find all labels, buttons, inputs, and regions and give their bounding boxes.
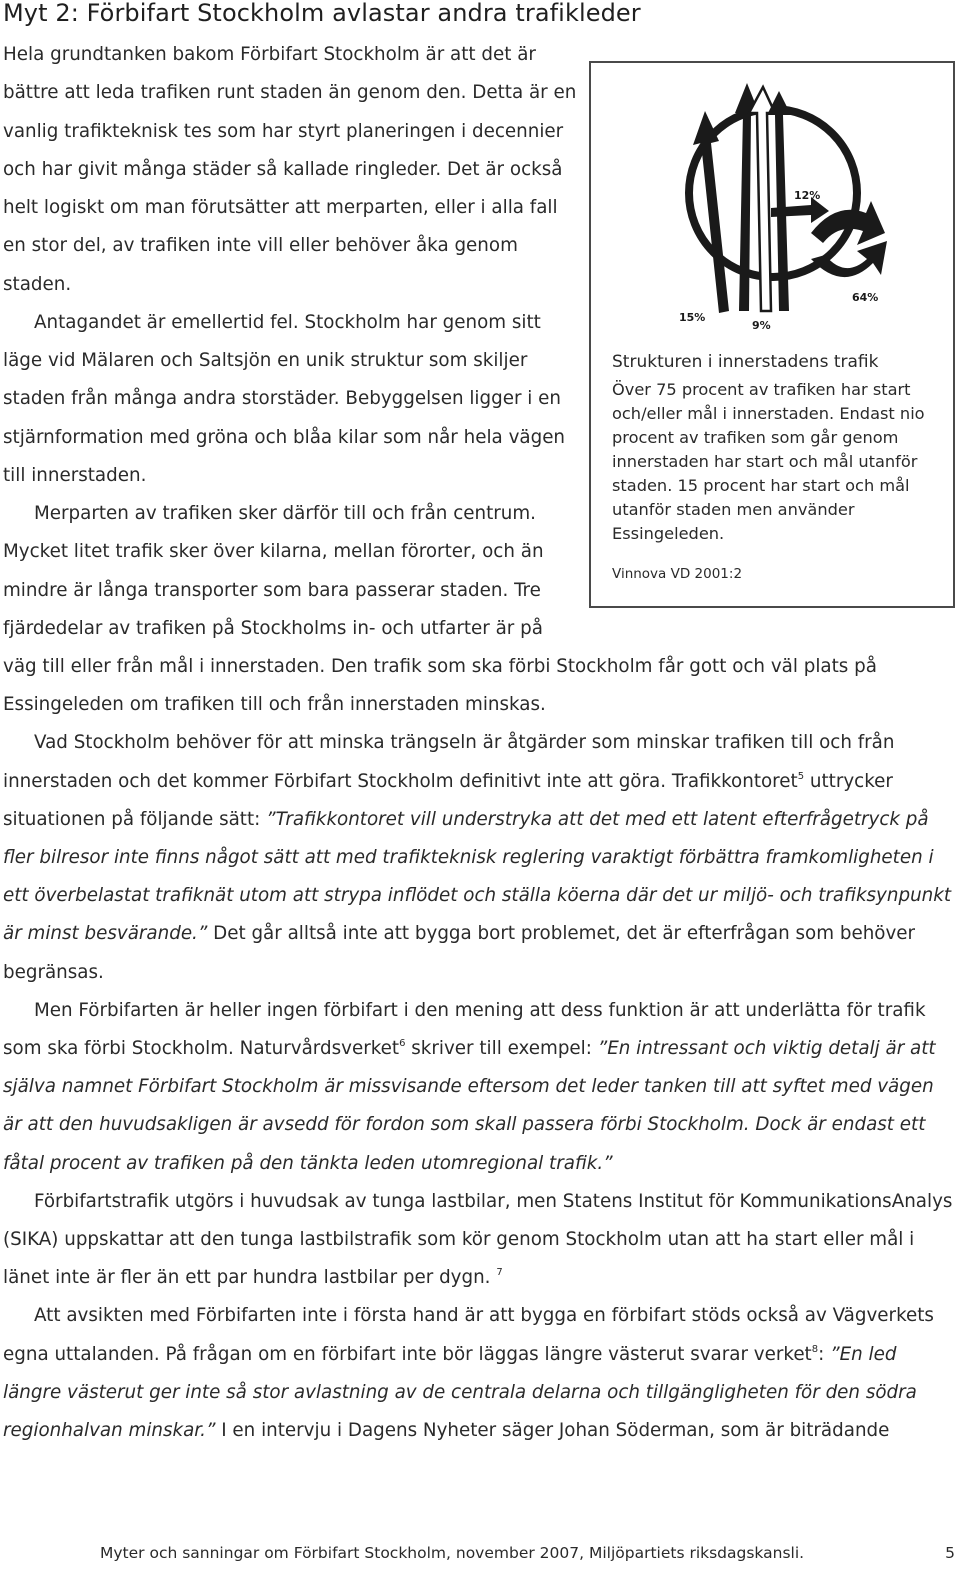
quote-naturvardsverket: ”En intressant och viktig detalj är att själva namnet Förbifart Stockholm är missvisande eftersom det leder tanken till att syftet med vägen är att den huvudsakligen är avsedd för fordon som skall passera förbi Stockholm. Dock är endast ett fåtal procent av trafiken på den tänkta leden utomregional trafik.” — [3, 1037, 936, 1174]
paragraph-5-text: Men Förbifarten är heller ingen förbifart i den mening att dess funktion är att underlätta för trafik som ska förbi Stockholm. Naturvårdsverket — [3, 999, 926, 1059]
page-heading: Myt 2: Förbifart Stockholm avlastar andra trafikleder — [3, 0, 641, 27]
figure-caption-title: Strukturen i innerstadens trafik — [612, 352, 879, 372]
quote-trafikkontoret: ”Trafikkontoret vill understryka att det med ett latent efterfrågetryck på fler bilresor inte finns något sätt att med trafikteknisk reglering varaktigt förbättra framkomligheten i ett överbelastat trafiknät utom att strypa inflödet och ställa köerna där det ur miljö- och trafiksynpunkt är minst besvärande.” — [3, 808, 951, 945]
footnote-ref-7: 7 — [496, 1267, 503, 1279]
paragraph-4 — [3, 724, 955, 991]
figure-box — [589, 61, 955, 608]
paragraph-7-text: Att avsikten med Förbifarten inte i första hand är att bygga en förbifart stöds också av Vägverkets egna uttalanden. På frågan om en förbifart inte bör läggas längre västerut svarar verket — [3, 1305, 934, 1365]
footnote-ref-6: 6 — [399, 1037, 406, 1049]
paragraph-3: Merparten av trafiken sker därför till och från centrum. Mycket litet trafik sker över kilarna, mellan förorter, och än mindre är långa transporter som bara passerar staden. Tre fjärdedelar av trafiken på Stockholms in- och utfarter är på väg till eller från mål i innerstaden. Den trafik som ska förbi Stockholm får gott och väl plats på Essingeleden om trafiken till och från innerstaden minskas. — [3, 503, 877, 716]
footnote-ref-5: 5 — [797, 770, 805, 782]
paragraph-7-text-c: I en intervju i Dagens Nyheter säger Johan Söderman, som är biträdande — [215, 1419, 890, 1441]
paragraph-5-text-b: skriver till exempel: — [405, 1037, 598, 1059]
label-9: 9% — [752, 319, 771, 332]
label-12: 12% — [794, 189, 821, 202]
paragraph-1: Hela grundtanken bakom Förbifart Stockholm är att det är bättre att leda trafiken runt staden än genom den. Detta är en vanlig trafikteknisk tes som har styrt planeringen i decennier och har givit många städer så kallade ringleder. Det är också helt logiskt om man förutsätter att merparten, eller i alla fall en stor del, av trafiken inte vill eller behöver åka genom staden. — [3, 44, 577, 295]
through-arrow-left — [693, 111, 729, 313]
paragraph-6-text: Förbifartstrafik utgörs i huvudsak av tunga lastbilar, men Statens Institut för KommunikationsAnalys (SIKA) uppskattar att den tunga lastbilstrafik som kör genom Stockholm utan att ha start eller mål i länet inte är fler än ett par hundra lastbilar per dygn. — [3, 1190, 953, 1289]
paragraph-7 — [3, 1297, 955, 1450]
traffic-structure-diagram — [661, 83, 891, 343]
footnote-ref-8: 8 — [811, 1343, 819, 1355]
arrow-64-percent-lower — [811, 241, 887, 277]
label-64: 64% — [852, 291, 879, 304]
quote-vagverket: ”En led längre västerut ger inte så stor avlastning av de centrala delarna och tillgängligheten för den södra regionhalvan minskar.” — [3, 1343, 917, 1441]
paragraph-4-text-b: uttrycker situationen på följande sätt: — [3, 770, 893, 830]
paragraph-5 — [3, 992, 955, 1183]
figure-caption-text: Över 75 procent av trafiken har start och/eller mål i innerstaden. Endast nio procent av trafiken som går genom innerstaden har start och mål utanför staden. 15 procent har start och mål utanför staden men använder Essingeleden. — [612, 380, 925, 543]
figure-caption-source: Vinnova VD 2001:2 — [612, 566, 743, 582]
paragraph-2: Antagandet är emellertid fel. Stockholm har genom sitt läge vid Mälaren och Saltsjön en unik struktur som skiljer staden från många andra storstäder. Bebyggelsen ligger i en stjärnformation med gröna och blåa kilar som når hela vägen till innerstaden. — [3, 312, 566, 486]
paragraph-6 — [3, 1183, 955, 1298]
page-number: 5 — [945, 1544, 955, 1562]
article-body — [3, 36, 955, 1450]
paragraph-4-text-c: Det går alltså inte att bygga bort problemet, det är efterfrågan som behöver begränsas. — [3, 923, 916, 983]
footer-text: Myter och sanningar om Förbifart Stockholm, november 2007, Miljöpartiets riksdagskansli. — [100, 1544, 805, 1562]
paragraph-7-text-b: : — [818, 1343, 831, 1365]
label-15: 15% — [679, 311, 706, 324]
paragraph-4-text: Vad Stockholm behöver för att minska trängseln är åtgärder som minskar trafiken till och från innerstaden och det kommer Förbifart Stockholm definitivt inte att göra. Trafikkontoret — [3, 732, 895, 792]
